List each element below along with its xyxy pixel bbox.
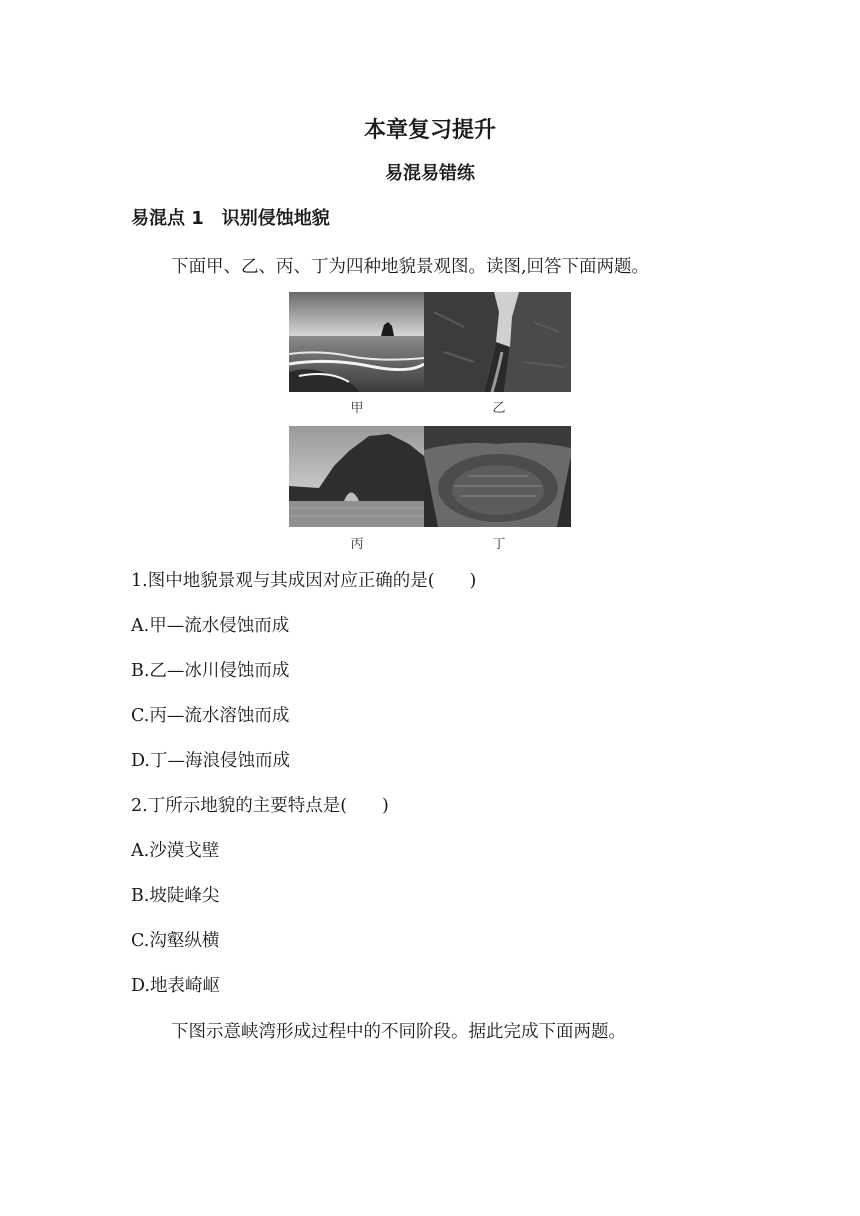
question-1-option-d: D.丁—海浪侵蚀而成 <box>131 751 290 771</box>
question-2-stem: 2.丁所示地貌的主要特点是( ) <box>131 796 389 816</box>
page-subtitle: 易混易错练 <box>385 163 475 184</box>
section-heading: 易混点 1 识别侵蚀地貌 <box>131 208 330 229</box>
landscape-photo-jia <box>289 292 424 392</box>
landscape-photo-yi <box>424 292 571 392</box>
question-2-option-d: D.地表崎岖 <box>131 976 220 996</box>
question-2-option-a: A.沙漠戈壁 <box>131 841 220 861</box>
outro-paragraph: 下图示意峡湾形成过程中的不同阶段。据此完成下面两题。 <box>171 1022 626 1042</box>
question-1-stem: 1.图中地貌景观与其成因对应正确的是( ) <box>131 571 477 591</box>
intro-paragraph: 下面甲、乙、丙、丁为四种地貌景观图。读图,回答下面两题。 <box>171 257 650 277</box>
caption-jia: 甲 <box>350 401 364 416</box>
question-1-option-a: A.甲—流水侵蚀而成 <box>131 616 290 636</box>
caption-bing: 丙 <box>350 537 364 552</box>
question-1-option-c: C.丙—流水溶蚀而成 <box>131 706 290 726</box>
landscape-photo-ding <box>424 426 571 527</box>
question-1-option-b: B.乙—冰川侵蚀而成 <box>131 661 290 681</box>
question-2-option-c: C.沟壑纵横 <box>131 931 220 951</box>
page-title: 本章复习提升 <box>363 118 496 143</box>
landscape-photo-bing <box>289 426 424 527</box>
caption-ding: 丁 <box>492 537 506 552</box>
caption-yi: 乙 <box>492 401 506 416</box>
question-2-option-b: B.坡陡峰尖 <box>131 886 220 906</box>
